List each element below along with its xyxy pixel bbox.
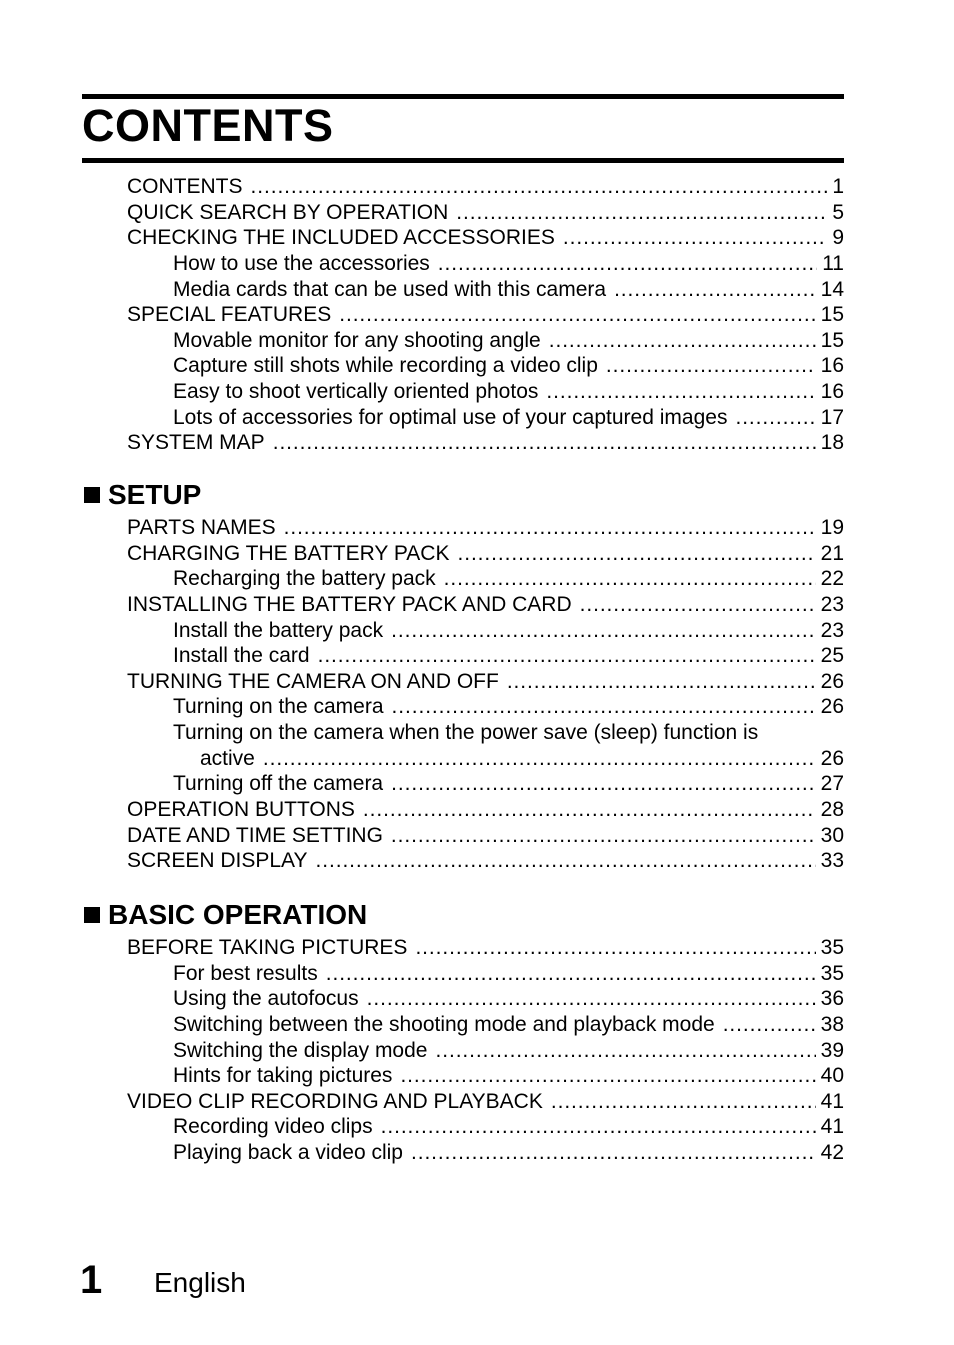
toc-entry-label: Capture still shots while recording a video clip xyxy=(173,354,598,378)
toc-entry[interactable] xyxy=(127,643,844,669)
toc-setup-list xyxy=(127,515,844,874)
toc-entry[interactable] xyxy=(127,566,844,592)
title-bottom-rule xyxy=(82,158,844,163)
toc-entry-label: Easy to shoot vertically oriented photos xyxy=(173,380,539,404)
dot-leader xyxy=(367,986,816,1012)
toc-entry-label: CHARGING THE BATTERY PACK xyxy=(127,541,450,565)
toc-page-number: 26 xyxy=(820,669,844,693)
toc-entry[interactable] xyxy=(127,405,844,431)
dot-leader xyxy=(438,251,817,277)
toc-page-number: 22 xyxy=(820,567,844,591)
dot-leader xyxy=(391,771,816,797)
toc-page-number: 27 xyxy=(820,772,844,796)
toc-page-number: 40 xyxy=(820,1064,844,1088)
toc-page-number: 41 xyxy=(820,1089,844,1113)
toc-entry-label: SYSTEM MAP xyxy=(127,431,265,455)
dot-leader xyxy=(400,1063,815,1089)
toc-entry[interactable] xyxy=(127,771,844,797)
dot-leader xyxy=(614,277,816,303)
toc-entry-label: Lots of accessories for optimal use of your captured images xyxy=(173,405,728,429)
toc-entry[interactable] xyxy=(127,986,844,1012)
toc-entry[interactable] xyxy=(127,302,844,328)
toc-entry-label: Switching between the shooting mode and playback mode xyxy=(173,1012,715,1036)
toc-entry-label: active xyxy=(200,746,255,770)
square-bullet-icon xyxy=(84,487,100,503)
dot-leader xyxy=(444,566,816,592)
toc-entry[interactable] xyxy=(127,353,844,379)
language-label: English xyxy=(154,1267,246,1298)
toc-entry-label: SCREEN DISPLAY xyxy=(127,849,308,873)
toc-entry[interactable] xyxy=(127,1140,844,1166)
toc-entry-continuation[interactable] xyxy=(127,746,844,772)
toc-page-number: 15 xyxy=(820,328,844,352)
toc-entry-label: CONTENTS xyxy=(127,175,243,198)
toc-entry[interactable] xyxy=(127,720,844,746)
dot-leader xyxy=(381,1114,816,1140)
toc-page-number: 35 xyxy=(820,961,844,985)
dot-leader xyxy=(456,200,827,226)
toc-entry-label: Switching the display mode xyxy=(173,1038,428,1062)
toc-entry-label: PARTS NAMES xyxy=(127,516,276,539)
dot-leader xyxy=(549,328,816,354)
toc-entry[interactable] xyxy=(127,379,844,405)
toc-page-number: 36 xyxy=(820,987,844,1011)
page-number: 1 xyxy=(80,1258,103,1302)
dot-leader xyxy=(326,961,816,987)
toc-entry[interactable] xyxy=(127,935,844,961)
toc-entry[interactable] xyxy=(127,592,844,618)
toc-entry[interactable] xyxy=(127,618,844,644)
toc-entry[interactable] xyxy=(127,1089,844,1115)
toc-entry-label: How to use the accessories xyxy=(173,251,430,275)
toc-entry[interactable] xyxy=(127,277,844,303)
toc-page-number: 39 xyxy=(820,1038,844,1062)
dot-leader xyxy=(507,669,816,695)
toc-entry-label: INSTALLING THE BATTERY PACK AND CARD xyxy=(127,592,572,616)
toc-entry-label: QUICK SEARCH BY OPERATION xyxy=(127,200,449,224)
dot-leader xyxy=(391,618,816,644)
toc-basic-operation-list xyxy=(127,935,844,1166)
toc-page-number: 26 xyxy=(820,695,844,719)
dot-leader xyxy=(284,515,816,541)
toc-page-number: 41 xyxy=(820,1115,844,1139)
toc-intro-list xyxy=(127,174,844,456)
toc-entry-label: Media cards that can be used with this camera xyxy=(173,277,607,301)
toc-entry[interactable] xyxy=(127,694,844,720)
dot-leader xyxy=(251,174,828,200)
dot-leader xyxy=(273,430,816,456)
toc-entry-label: Playing back a video clip xyxy=(173,1141,403,1165)
toc-page-number: 15 xyxy=(820,303,844,327)
toc-page-number: 25 xyxy=(820,644,844,668)
dot-leader xyxy=(318,643,816,669)
toc-page-number: 21 xyxy=(820,541,844,565)
toc-entry[interactable] xyxy=(127,823,844,849)
toc-page-number: 14 xyxy=(820,277,844,301)
toc-page-number: 16 xyxy=(820,380,844,404)
toc-entry-label: For best results xyxy=(173,961,318,985)
dot-leader xyxy=(339,302,815,328)
toc-entry[interactable] xyxy=(127,1012,844,1038)
toc-entry-label: TURNING THE CAMERA ON AND OFF xyxy=(127,669,499,693)
toc-entry-label: SPECIAL FEATURES xyxy=(127,303,332,327)
toc-page-number: 11 xyxy=(822,251,844,275)
title-top-rule xyxy=(82,94,844,99)
toc-page-number: 28 xyxy=(820,798,844,822)
toc-entry[interactable] xyxy=(127,797,844,823)
dot-leader xyxy=(546,379,815,405)
dot-leader xyxy=(435,1038,815,1064)
dot-leader xyxy=(411,1140,816,1166)
dot-leader xyxy=(263,746,816,772)
toc-entry-label: Movable monitor for any shooting angle xyxy=(173,328,541,352)
toc-page-number: 5 xyxy=(832,200,844,224)
toc-entry-label: Hints for taking pictures xyxy=(173,1064,393,1088)
toc-entry-label: Turning off the camera xyxy=(173,772,384,796)
toc-entry-label: Install the card xyxy=(173,644,310,668)
toc-entry[interactable] xyxy=(127,174,844,200)
dot-leader xyxy=(723,1012,816,1038)
toc-entry-label: Install the battery pack xyxy=(173,618,384,642)
toc-page-number: 35 xyxy=(820,936,844,959)
toc-page-number: 26 xyxy=(820,746,844,770)
toc-page-number: 17 xyxy=(820,405,844,429)
toc-page-number: 19 xyxy=(820,516,844,539)
dot-leader xyxy=(606,353,816,379)
dot-leader xyxy=(392,694,816,720)
toc-entry[interactable] xyxy=(127,328,844,354)
toc-page-number: 9 xyxy=(832,226,844,250)
toc-page-number: 42 xyxy=(820,1141,844,1165)
section-heading-setup xyxy=(84,478,201,512)
toc-entry[interactable] xyxy=(127,669,844,695)
toc-entry-label: Recording video clips xyxy=(173,1115,373,1139)
toc-entry[interactable] xyxy=(127,961,844,987)
toc-entry-label: Recharging the battery pack xyxy=(173,567,436,591)
toc-entry[interactable] xyxy=(127,848,844,874)
toc-page-number: 30 xyxy=(820,823,844,847)
toc-entry[interactable] xyxy=(127,541,844,567)
toc-entry-label: Using the autofocus xyxy=(173,987,359,1011)
dot-leader xyxy=(415,935,815,961)
toc-entry[interactable] xyxy=(127,1063,844,1089)
toc-page-number: 38 xyxy=(820,1012,844,1036)
dot-leader xyxy=(735,405,815,431)
toc-page-number: 23 xyxy=(820,618,844,642)
section-heading-label: SETUP xyxy=(108,479,202,510)
toc-entry[interactable] xyxy=(127,1114,844,1140)
toc-entry[interactable] xyxy=(127,251,844,277)
toc-entry[interactable] xyxy=(127,200,844,226)
toc-page-number: 33 xyxy=(820,849,844,873)
toc-entry-label: CHECKING THE INCLUDED ACCESSORIES xyxy=(127,226,555,250)
dot-leader xyxy=(363,797,816,823)
toc-entry-label: Turning on the camera xyxy=(173,695,384,719)
square-bullet-icon xyxy=(84,907,100,923)
toc-page-number: 1 xyxy=(832,175,844,198)
section-heading-basic-operation xyxy=(84,898,367,932)
toc-page-number: 18 xyxy=(820,431,844,455)
section-heading-label: BASIC OPERATION xyxy=(108,899,368,930)
toc-entry-label: OPERATION BUTTONS xyxy=(127,798,355,822)
toc-page-number: 16 xyxy=(820,354,844,378)
dot-leader xyxy=(551,1089,816,1115)
dot-leader xyxy=(563,225,827,251)
toc-entry[interactable] xyxy=(127,225,844,251)
toc-entry[interactable] xyxy=(127,1038,844,1064)
dot-leader xyxy=(580,592,816,618)
toc-entry-label: DATE AND TIME SETTING xyxy=(127,823,383,847)
toc-entry-label: Turning on the camera when the power save (sleep) function is xyxy=(173,721,759,745)
dot-leader xyxy=(316,848,816,874)
page-title: CONTENTS xyxy=(82,100,334,151)
toc-entry[interactable] xyxy=(127,515,844,541)
toc-entry-label: VIDEO CLIP RECORDING AND PLAYBACK xyxy=(127,1089,543,1113)
dot-leader xyxy=(457,541,815,567)
toc-entry[interactable] xyxy=(127,430,844,456)
toc-entry-label: BEFORE TAKING PICTURES xyxy=(127,936,408,959)
dot-leader xyxy=(391,823,816,849)
toc-page-number: 23 xyxy=(820,592,844,616)
